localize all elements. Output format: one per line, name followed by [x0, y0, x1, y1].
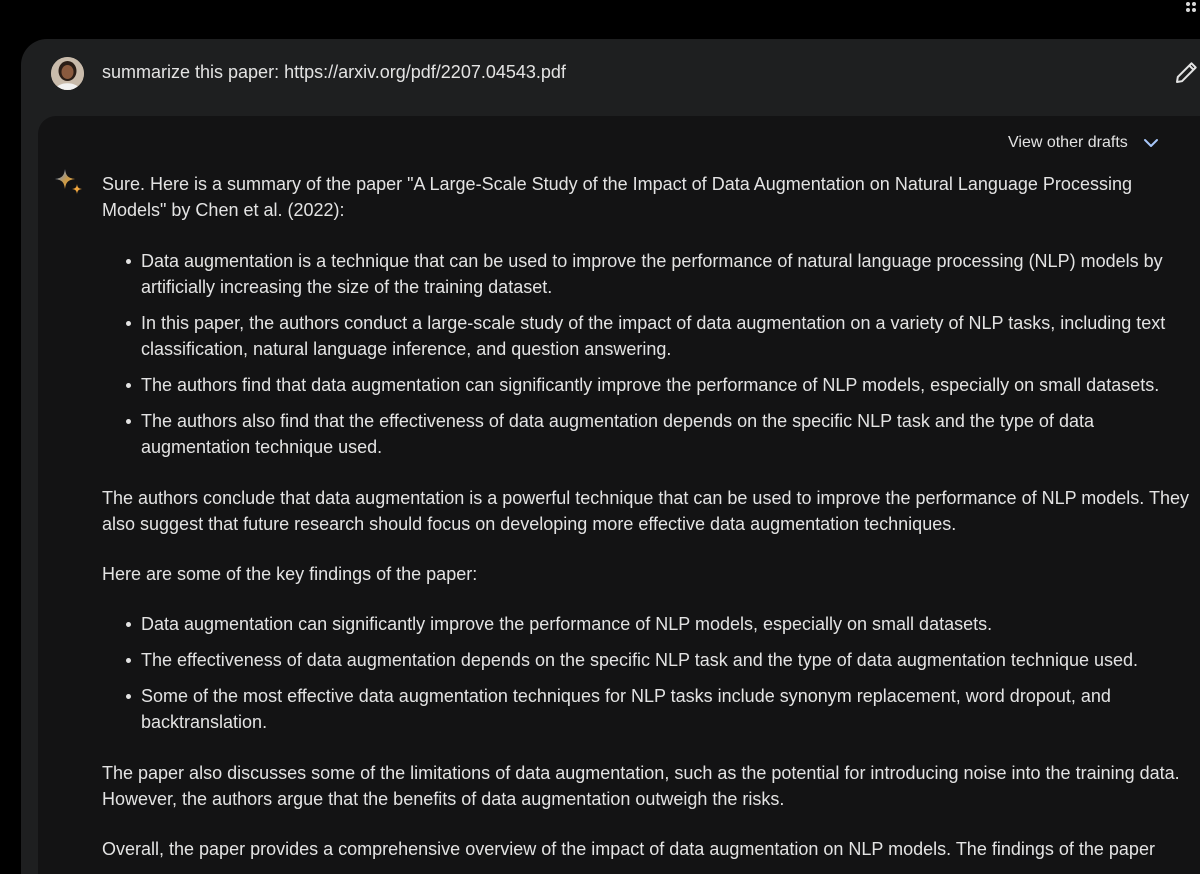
pencil-icon [1171, 56, 1200, 88]
response-body [102, 171, 1192, 862]
list-item: The effectiveness of data augmentation depends on the specific NLP task and the type of data augmentation technique used. [102, 647, 1192, 673]
user-prompt-row [51, 57, 1200, 91]
response-limitations: The paper also discusses some of the limitations of data augmentation, such as the potential for introducing noise into the training data. However, the authors argue that the benefits of data augmentation outweigh the risks. [102, 763, 1180, 809]
chevron-down-icon [1142, 134, 1160, 152]
sparkle-icon [53, 167, 85, 199]
response-card [38, 116, 1200, 874]
list-item: The authors also find that the effectiveness of data augmentation depends on the specific NLP task and the type of data augmentation technique used. [102, 408, 1192, 460]
chat-window [21, 39, 1200, 874]
response-conclusion: The authors conclude that data augmentation is a powerful technique that can be used to improve the performance of NLP models. They also suggest that future research should focus on developing more effective data augmentation techniques. [102, 488, 1189, 534]
list-item: Some of the most effective data augmentation techniques for NLP tasks include synonym replacement, word dropout, and backtranslation. [102, 683, 1192, 735]
prompt-text: summarize this paper: https://arxiv.org/pdf/2207.04543.pdf [102, 62, 566, 82]
findings-list [102, 611, 1192, 735]
more-options-dots-icon[interactable] [1186, 2, 1196, 16]
list-item: Data augmentation can significantly improve the performance of NLP models, especially on small datasets. [102, 611, 1192, 637]
list-item: In this paper, the authors conduct a large-scale study of the impact of data augmentation on a variety of NLP tasks, including text classification, natural language inference, and question answering. [102, 310, 1192, 362]
findings-intro: Here are some of the key findings of the paper: [102, 564, 478, 584]
summary-list [102, 248, 1192, 460]
avatar[interactable] [51, 57, 84, 90]
view-other-drafts-label: View other drafts [1008, 134, 1128, 151]
list-item: Data augmentation is a technique that can be used to improve the performance of natural language processing (NLP) models by artificially increasing the size of the training dataset. [102, 248, 1192, 300]
response-overall: Overall, the paper provides a comprehensive overview of the impact of data augmentation on NLP models. The findings of the paper [102, 839, 1155, 859]
view-other-drafts-button[interactable] [1008, 130, 1160, 156]
list-item: The authors find that data augmentation can significantly improve the performance of NLP models, especially on small datasets. [102, 372, 1192, 398]
edit-prompt-button[interactable] [1171, 56, 1200, 88]
response-intro: Sure. Here is a summary of the paper "A Large-Scale Study of the Impact of Data Augmentation on Natural Language Processing Models" by Chen et al. (2022): [102, 174, 1132, 220]
